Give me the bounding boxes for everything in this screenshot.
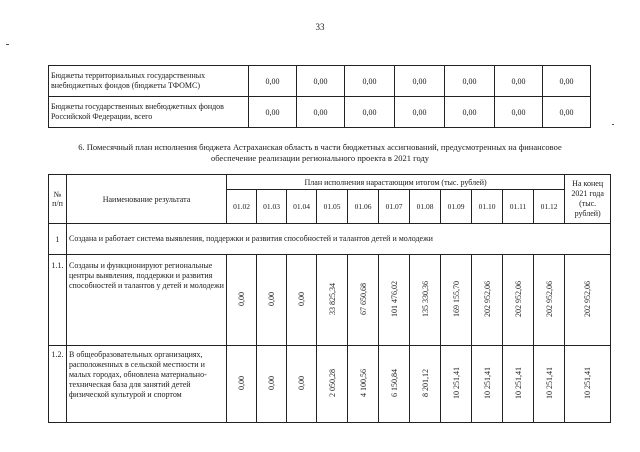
value-cell: 10 251,41 (472, 346, 503, 423)
month-header: 01.12 (534, 190, 565, 224)
page-number: 33 (315, 22, 325, 32)
value-cell: 0,00 (395, 97, 445, 128)
value-cell: 0,00 (257, 255, 287, 346)
value-cell: 0,00 (345, 97, 395, 128)
month-header: 01.06 (348, 190, 379, 224)
value-cell: 202 952,06 (503, 255, 534, 346)
row-label: Бюджеты государственных внебюджетных фондов Российской Федерации, всего (49, 97, 249, 128)
value-cell: 0,00 (249, 97, 297, 128)
value-cell: 10 251,41 (441, 346, 472, 423)
value-cell: 0,00 (249, 66, 297, 97)
value-cell: 10 251,41 (534, 346, 565, 423)
section-caption: 6. Помесячный план исполнения бюджета Астраханская область в части бюджетных ассигнований, предусмотренных на финансовое обеспечение реализации регионального проекта в 2021 году (78, 142, 562, 163)
value-cell: 169 155,70 (441, 255, 472, 346)
value-cell: 0,00 (543, 97, 591, 128)
row-number: 1.2. (49, 346, 67, 423)
table-row (49, 346, 611, 423)
value-cell: 0,00 (287, 255, 317, 346)
result-name: Созданы и функционируют региональные центры выявления, поддержки и развития способностей и талантов у детей и молодежи (67, 255, 227, 346)
value-cell: 0,00 (495, 97, 543, 128)
value-cell: 33 825,34 (317, 255, 348, 346)
monthly-plan-table (48, 174, 611, 423)
value-cell: 0,00 (227, 346, 257, 423)
month-header: 01.07 (379, 190, 410, 224)
month-header: 01.03 (257, 190, 287, 224)
value-cell: 2 050,28 (317, 346, 348, 423)
value-cell: 101 476,02 (379, 255, 410, 346)
value-cell: 0,00 (495, 66, 543, 97)
margin-mark (6, 44, 9, 45)
value-cell: 202 952,06 (534, 255, 565, 346)
value-cell: 0,00 (297, 66, 345, 97)
section-title: Создана и работает система выявления, поддержки и развития способностей и талантов детей и молодежи (67, 224, 611, 255)
row-number: 1.1. (49, 255, 67, 346)
col-number-header: № п/п (49, 175, 67, 224)
month-header: 01.11 (503, 190, 534, 224)
month-header: 01.02 (227, 190, 257, 224)
month-header: 01.08 (410, 190, 441, 224)
result-name: В общеобразовательных организациях, расположенных в сельской местности и малых городах, обновлена материально-техническая база для занятий детей физической культурой и спортом (67, 346, 227, 423)
value-cell: 0,00 (257, 346, 287, 423)
month-header: 01.04 (287, 190, 317, 224)
value-cell: 135 330,36 (410, 255, 441, 346)
margin-mark (612, 124, 614, 125)
value-cell: 0,00 (395, 66, 445, 97)
value-cell: 4 100,56 (348, 346, 379, 423)
table-row (49, 255, 611, 346)
col-name-header: Наименование результата (67, 175, 227, 224)
value-cell: 10 251,41 (503, 346, 534, 423)
col-year-end-header: На конец 2021 года (тыс. рублей) (565, 175, 611, 224)
value-cell: 8 201,12 (410, 346, 441, 423)
header-row (49, 175, 611, 190)
year-end-cell: 202 952,06 (565, 255, 611, 346)
value-cell: 6 150,84 (379, 346, 410, 423)
month-header: 01.05 (317, 190, 348, 224)
value-cell: 0,00 (345, 66, 395, 97)
value-cell: 0,00 (227, 255, 257, 346)
table-row (49, 97, 591, 128)
section-row (49, 224, 611, 255)
row-label: Бюджеты территориальных государственных внебюджетных фондов (бюджеты ТФОМС) (49, 66, 249, 97)
month-header: 01.09 (441, 190, 472, 224)
value-cell: 0,00 (543, 66, 591, 97)
table-row (49, 66, 591, 97)
month-header: 01.10 (472, 190, 503, 224)
budget-sources-table (48, 65, 591, 128)
value-cell: 0,00 (445, 66, 495, 97)
col-plan-header: План исполнения нарастающим итогом (тыс. рублей) (227, 175, 565, 190)
value-cell: 0,00 (297, 97, 345, 128)
section-number: 1 (49, 224, 67, 255)
value-cell: 0,00 (445, 97, 495, 128)
value-cell: 202 952,06 (472, 255, 503, 346)
value-cell: 0,00 (287, 346, 317, 423)
value-cell: 67 650,68 (348, 255, 379, 346)
year-end-cell: 10 251,41 (565, 346, 611, 423)
